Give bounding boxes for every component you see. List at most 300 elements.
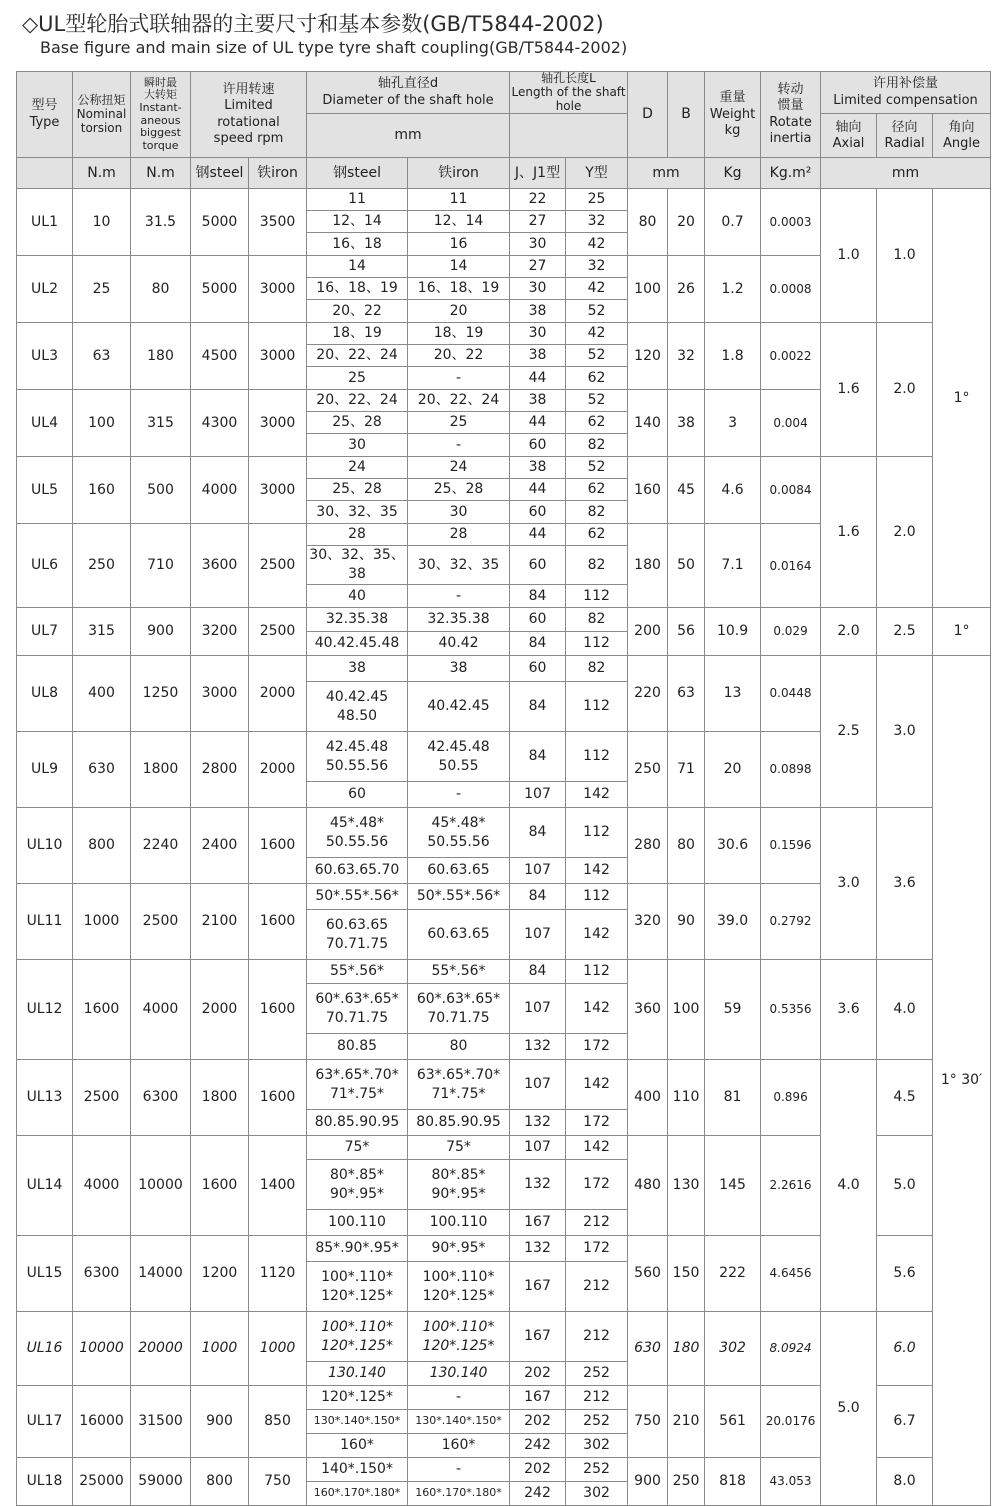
cell-bore-iron: 45*.48* 50.55.56 [408,808,510,858]
header-instant: 瞬时最 大转矩 Instant- aneous biggest torque [131,72,191,158]
cell-bore-iron: 38 [408,656,510,682]
cell-len-y: 32 [566,211,628,233]
cell-bore-iron: 55*.56* [408,960,510,984]
cell-nominal: 10000 [73,1312,131,1386]
cell-bore-iron: 14 [408,256,510,278]
cell-b: 180 [668,1312,705,1386]
header-weight: 重量 Weight kg [705,72,761,158]
cell-nominal: 63 [73,323,131,390]
cell-type: UL14 [17,1136,73,1236]
cell-len-y: 212 [566,1262,628,1312]
cell-speed-steel: 1600 [191,1136,249,1236]
cell-bore-steel: 120*.125* [307,1386,408,1410]
cell-bore-iron: 11 [408,189,510,211]
cell-len-y: 112 [566,884,628,910]
cell-weight: 81 [705,1060,761,1136]
cell-comp-axial: 2.0 [821,608,877,656]
cell-bore-steel: 14 [307,256,408,278]
cell-d: 100 [628,256,668,323]
cell-bore-iron: 12、14 [408,211,510,233]
cell-speed-iron: 2500 [249,608,307,656]
cell-type: UL15 [17,1236,73,1312]
cell-d: 480 [628,1136,668,1236]
cell-d: 320 [628,884,668,960]
cell-speed-iron: 750 [249,1458,307,1506]
cell-bore-iron: 100*.110* 120*.125* [408,1312,510,1362]
table-row [17,608,991,632]
header-speed: 许用转速 Limited rotational speed rpm [191,72,307,158]
cell-speed-iron: 3000 [249,457,307,524]
cell-len-j: 242 [510,1434,566,1458]
cell-weight: 20 [705,732,761,808]
cell-len-j: 167 [510,1210,566,1236]
cell-b: 210 [668,1386,705,1458]
cell-len-j: 44 [510,524,566,546]
cell-speed-steel: 2400 [191,808,249,884]
cell-len-y: 142 [566,858,628,884]
cell-type: UL7 [17,608,73,656]
cell-b: 45 [668,457,705,524]
cell-len-j: 30 [510,323,566,345]
cell-speed-steel: 5000 [191,256,249,323]
cell-bore-steel: 30、32、35 [307,501,408,524]
cell-inertia: 20.0176 [761,1386,821,1458]
cell-comp-radial: 4.0 [877,960,933,1060]
cell-speed-iron: 3000 [249,323,307,390]
table-row [17,1060,991,1110]
cell-inertia: 0.2792 [761,884,821,960]
cell-instant: 710 [131,524,191,608]
cell-comp-axial: 2.5 [821,656,877,808]
cell-len-j: 202 [510,1458,566,1482]
cell-inertia: 0.0448 [761,656,821,732]
cell-type: UL13 [17,1060,73,1136]
cell-bore-iron: 20、22、24 [408,390,510,412]
cell-comp-axial: 4.0 [821,1060,877,1312]
cell-bore-steel: 100.110 [307,1210,408,1236]
cell-nominal: 4000 [73,1136,131,1236]
cell-len-j: 38 [510,300,566,323]
cell-nominal: 315 [73,608,131,656]
cell-comp-axial: 3.0 [821,808,877,960]
cell-len-y: 172 [566,1110,628,1136]
cell-type: UL11 [17,884,73,960]
cell-bore-iron: 28 [408,524,510,546]
cell-bore-steel: 80.85 [307,1034,408,1060]
cell-bore-iron: - [408,1458,510,1482]
cell-len-j: 167 [510,1386,566,1410]
cell-b: 110 [668,1060,705,1136]
cell-d: 140 [628,390,668,457]
cell-bore-steel: 130*.140*.150* [307,1410,408,1434]
cell-inertia: 0.0084 [761,457,821,524]
cell-nominal: 800 [73,808,131,884]
cell-comp-radial: 3.6 [877,808,933,960]
cell-bore-steel: 32.35.38 [307,608,408,632]
cell-speed-steel: 3000 [191,656,249,732]
cell-b: 50 [668,524,705,608]
cell-len-y: 112 [566,632,628,656]
cell-inertia: 0.0022 [761,323,821,390]
cell-len-y: 25 [566,189,628,211]
cell-bore-steel: 20、22、24 [307,345,408,367]
cell-speed-steel: 1200 [191,1236,249,1312]
cell-bore-iron: 40.42 [408,632,510,656]
cell-len-y: 142 [566,984,628,1034]
cell-bore-steel: 60.63.65.70 [307,858,408,884]
cell-len-y: 172 [566,1034,628,1060]
cell-len-y: 52 [566,390,628,412]
cell-bore-steel: 11 [307,189,408,211]
unit-weight: Kg [705,158,761,189]
title-en: Base figure and main size of UL type tyre shaft coupling(GB/T5844-2002) [40,38,628,57]
table-row [17,656,991,682]
cell-d: 400 [628,1060,668,1136]
cell-bore-iron: 100*.110* 120*.125* [408,1262,510,1312]
cell-d: 160 [628,457,668,524]
cell-weight: 7.1 [705,524,761,608]
cell-bore-steel: 85*.90*.95* [307,1236,408,1262]
cell-bore-iron: 16、18、19 [408,278,510,300]
cell-bore-iron: 24 [408,457,510,479]
cell-len-y: 252 [566,1362,628,1386]
cell-bore-steel: 40.42.45 48.50 [307,682,408,732]
cell-inertia: 0.0003 [761,189,821,256]
cell-len-j: 132 [510,1236,566,1262]
unit-nominal: N.m [73,158,131,189]
cell-len-y: 112 [566,682,628,732]
cell-len-j: 167 [510,1312,566,1362]
cell-len-y: 172 [566,1160,628,1210]
cell-len-j: 30 [510,278,566,300]
cell-weight: 4.6 [705,457,761,524]
cell-len-y: 112 [566,960,628,984]
cell-d: 280 [628,808,668,884]
cell-speed-steel: 3600 [191,524,249,608]
unit-speed-iron: 铁iron [249,158,307,189]
cell-type: UL3 [17,323,73,390]
cell-instant: 4000 [131,960,191,1060]
cell-instant: 14000 [131,1236,191,1312]
cell-b: 130 [668,1136,705,1236]
cell-bore-steel: 100*.110* 120*.125* [307,1312,408,1362]
cell-nominal: 1600 [73,960,131,1060]
cell-d: 80 [628,189,668,256]
cell-type: UL9 [17,732,73,808]
cell-bore-iron: 25 [408,412,510,434]
cell-speed-steel: 900 [191,1386,249,1458]
cell-bore-iron: 20 [408,300,510,323]
cell-len-y: 82 [566,656,628,682]
coupling-spec-table [16,71,991,1506]
cell-len-y: 252 [566,1410,628,1434]
cell-speed-iron: 1600 [249,808,307,884]
title-zh: ◇UL型轮胎式联轴器的主要尺寸和基本参数(GB/T5844-2002) [22,12,604,36]
cell-type: UL1 [17,189,73,256]
cell-d: 200 [628,608,668,656]
cell-type: UL5 [17,457,73,524]
cell-inertia: 0.5356 [761,960,821,1060]
cell-inertia: 0.0898 [761,732,821,808]
cell-len-y: 62 [566,524,628,546]
cell-speed-steel: 4300 [191,390,249,457]
cell-inertia: 4.6456 [761,1236,821,1312]
table-row [17,189,991,211]
cell-speed-iron: 2000 [249,656,307,732]
unit-instant: N.m [131,158,191,189]
cell-speed-iron: 3000 [249,256,307,323]
cell-speed-iron: 1120 [249,1236,307,1312]
cell-len-j: 84 [510,732,566,782]
cell-instant: 900 [131,608,191,656]
cell-b: 80 [668,808,705,884]
cell-inertia: 0.896 [761,1060,821,1136]
cell-len-y: 82 [566,546,628,585]
table-row [17,457,991,479]
cell-len-j: 22 [510,189,566,211]
cell-nominal: 2500 [73,1060,131,1136]
cell-bore-iron: 20、22 [408,345,510,367]
cell-speed-steel: 800 [191,1458,249,1506]
cell-bore-iron: 80*.85* 90*.95* [408,1160,510,1210]
cell-d: 630 [628,1312,668,1386]
cell-comp-radial: 5.6 [877,1236,933,1312]
cell-len-j: 167 [510,1262,566,1312]
cell-speed-iron: 2500 [249,524,307,608]
cell-len-j: 27 [510,256,566,278]
cell-bore-steel: 45*.48* 50.55.56 [307,808,408,858]
cell-weight: 561 [705,1386,761,1458]
cell-len-j: 84 [510,585,566,608]
unit-len-y: Y型 [566,158,628,189]
cell-bore-iron: 60.63.65 [408,858,510,884]
cell-bore-iron: - [408,782,510,808]
cell-len-y: 212 [566,1210,628,1236]
cell-len-y: 82 [566,434,628,457]
header-length-blank [510,114,628,158]
cell-nominal: 6300 [73,1236,131,1312]
unit-blank [17,158,73,189]
cell-speed-iron: 1400 [249,1136,307,1236]
cell-len-y: 142 [566,910,628,960]
cell-len-j: 44 [510,412,566,434]
cell-bore-iron: 16 [408,233,510,256]
cell-weight: 145 [705,1136,761,1236]
cell-comp-axial: 5.0 [821,1312,877,1506]
cell-speed-steel: 1800 [191,1060,249,1136]
cell-len-j: 107 [510,1060,566,1110]
cell-speed-steel: 3200 [191,608,249,656]
table-row [17,323,991,345]
cell-bore-steel: 16、18 [307,233,408,256]
cell-bore-iron: 160*.170*.180* [408,1482,510,1506]
cell-len-y: 62 [566,412,628,434]
cell-d: 120 [628,323,668,390]
cell-speed-iron: 850 [249,1386,307,1458]
cell-instant: 20000 [131,1312,191,1386]
cell-bore-iron: 63*.65*.70* 71*.75* [408,1060,510,1110]
cell-bore-iron: - [408,1386,510,1410]
cell-b: 56 [668,608,705,656]
cell-instant: 80 [131,256,191,323]
cell-len-j: 84 [510,884,566,910]
cell-b: 26 [668,256,705,323]
cell-nominal: 25000 [73,1458,131,1506]
cell-nominal: 1000 [73,884,131,960]
unit-len-j: J、J1型 [510,158,566,189]
cell-bore-steel: 16、18、19 [307,278,408,300]
cell-comp-angle: 1° [933,189,991,608]
cell-len-y: 172 [566,1236,628,1262]
cell-speed-iron: 3500 [249,189,307,256]
cell-b: 38 [668,390,705,457]
cell-bore-steel: 60 [307,782,408,808]
cell-len-j: 84 [510,632,566,656]
cell-weight: 0.7 [705,189,761,256]
cell-len-y: 112 [566,585,628,608]
cell-weight: 3 [705,390,761,457]
header-bore-unit: mm [307,114,510,158]
cell-bore-iron: 50*.55*.56* [408,884,510,910]
cell-bore-steel: 50*.55*.56* [307,884,408,910]
cell-bore-iron: 18、19 [408,323,510,345]
unit-db: mm [628,158,705,189]
header-length: 轴孔长度L Length of the shaft hole [511,71,626,113]
cell-len-y: 142 [566,1136,628,1160]
cell-d: 250 [628,732,668,808]
cell-bore-iron: - [408,367,510,390]
cell-comp-radial: 1.0 [877,189,933,323]
cell-nominal: 400 [73,656,131,732]
cell-b: 63 [668,656,705,732]
cell-instant: 2240 [131,808,191,884]
cell-bore-steel: 20、22、24 [307,390,408,412]
cell-len-j: 107 [510,782,566,808]
cell-len-j: 27 [510,211,566,233]
cell-comp-axial: 1.6 [821,323,877,457]
cell-bore-steel: 75* [307,1136,408,1160]
cell-instant: 180 [131,323,191,390]
cell-nominal: 16000 [73,1386,131,1458]
cell-len-y: 112 [566,808,628,858]
cell-bore-steel: 160* [307,1434,408,1458]
cell-len-y: 62 [566,367,628,390]
cell-type: UL2 [17,256,73,323]
cell-bore-steel: 25 [307,367,408,390]
cell-inertia: 0.0164 [761,524,821,608]
table-body [17,189,991,1506]
cell-comp-radial: 6.0 [877,1312,933,1386]
cell-inertia: 2.2616 [761,1136,821,1236]
cell-b: 32 [668,323,705,390]
cell-d: 560 [628,1236,668,1312]
cell-speed-steel: 2000 [191,960,249,1060]
cell-instant: 315 [131,390,191,457]
cell-bore-iron: - [408,434,510,457]
cell-comp-radial: 5.0 [877,1136,933,1236]
cell-b: 100 [668,960,705,1060]
cell-len-j: 107 [510,858,566,884]
table-row [17,1312,991,1362]
cell-comp-radial: 8.0 [877,1458,933,1506]
cell-len-y: 62 [566,479,628,501]
cell-speed-steel: 1000 [191,1312,249,1386]
cell-speed-iron: 1600 [249,1060,307,1136]
cell-bore-iron: 130.140 [408,1362,510,1386]
cell-type: UL6 [17,524,73,608]
cell-bore-iron: 80.85.90.95 [408,1110,510,1136]
cell-bore-iron: 42.45.48 50.55 [408,732,510,782]
cell-len-y: 42 [566,278,628,300]
cell-nominal: 100 [73,390,131,457]
cell-bore-steel: 12、14 [307,211,408,233]
cell-speed-steel: 4500 [191,323,249,390]
cell-len-y: 42 [566,323,628,345]
cell-len-j: 60 [510,656,566,682]
cell-weight: 39.0 [705,884,761,960]
cell-b: 71 [668,732,705,808]
cell-bore-steel: 38 [307,656,408,682]
cell-instant: 500 [131,457,191,524]
cell-len-j: 84 [510,960,566,984]
header-compensation: 许用补偿量 Limited compensation [821,72,991,114]
cell-b: 150 [668,1236,705,1312]
cell-len-j: 107 [510,1136,566,1160]
cell-bore-steel: 28 [307,524,408,546]
unit-bore-iron: 铁iron [408,158,510,189]
header-inertia: 转动 惯量 Rotate inertia [761,72,821,158]
cell-instant: 10000 [131,1136,191,1236]
cell-len-j: 60 [510,546,566,585]
cell-weight: 222 [705,1236,761,1312]
cell-bore-iron: 160* [408,1434,510,1458]
table-row [17,808,991,858]
cell-len-y: 82 [566,501,628,524]
cell-len-y: 302 [566,1482,628,1506]
cell-nominal: 630 [73,732,131,808]
cell-len-y: 212 [566,1386,628,1410]
cell-len-j: 84 [510,808,566,858]
cell-bore-steel: 25、28 [307,479,408,501]
cell-len-j: 30 [510,233,566,256]
cell-d: 220 [628,656,668,732]
cell-bore-steel: 25、28 [307,412,408,434]
cell-bore-iron: 90*.95* [408,1236,510,1262]
cell-len-j: 38 [510,390,566,412]
cell-comp-angle: 1° 30′ [933,656,991,1506]
cell-speed-steel: 2800 [191,732,249,808]
cell-bore-iron: 40.42.45 [408,682,510,732]
cell-speed-iron: 1600 [249,884,307,960]
cell-weight: 302 [705,1312,761,1386]
cell-inertia: 0.1596 [761,808,821,884]
cell-weight: 13 [705,656,761,732]
cell-len-y: 52 [566,345,628,367]
cell-bore-steel: 100*.110* 120*.125* [307,1262,408,1312]
cell-weight: 1.2 [705,256,761,323]
cell-len-j: 44 [510,367,566,390]
cell-speed-iron: 3000 [249,390,307,457]
cell-len-j: 202 [510,1362,566,1386]
cell-comp-radial: 2.0 [877,323,933,457]
cell-speed-iron: 2000 [249,732,307,808]
cell-bore-iron: 60.63.65 [408,910,510,960]
cell-bore-iron: 75* [408,1136,510,1160]
cell-bore-steel: 42.45.48 50.55.56 [307,732,408,782]
header-b: B [668,72,705,158]
unit-bore-steel: 钢steel [307,158,408,189]
cell-d: 180 [628,524,668,608]
